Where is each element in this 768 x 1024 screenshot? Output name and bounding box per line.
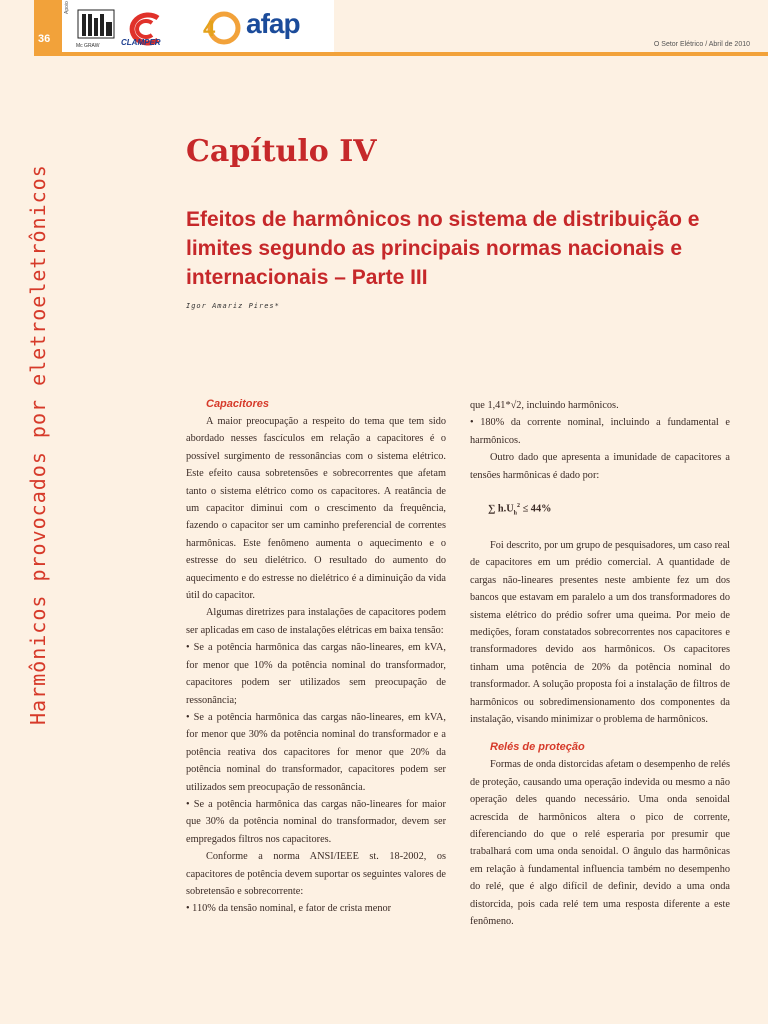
paragraph-continuation: que 1,41*√2, incluindo harmônicos. bbox=[470, 400, 619, 411]
mcgraw-logo bbox=[76, 8, 116, 46]
afap-logo: afap bbox=[246, 8, 300, 39]
left-column bbox=[186, 395, 446, 918]
forty-years-emblem bbox=[200, 6, 244, 50]
page-header bbox=[0, 0, 768, 55]
bullet-item: • Se a potência harmônica das cargas não-lineares for maior que 30% da potência nominal do transformador, devem ser empregados filtros nos capacitores. bbox=[186, 798, 446, 845]
paragraph: A maior preocupação a respeito do tema que tem sido abordado nesses fascículos em relação a capacitores é o possível surgimento de ressonâncias com o sistema elétrico. Este efeito causa sobretensões e sobrecorrentes que afetam tanto o sistema elétrico como os capacitores. A reatância de um capacitor diminui com o crescimento da frequência, fazendo o capacitor ser um caminho preferencial de correntes harmônicas. Este fenômeno aumenta o aquecimento e o estresse do seu dielétrico. O resultado do aumento do aquecimento e do estresse no dielétrico é a diminuição da vida útil do capacitor. bbox=[186, 416, 446, 602]
paragraph: Formas de onda distorcidas afetam o desempenho de relés de proteção, causando uma operação indevida ou mesmo a não operação deles quando necessário. Uma onda senoidal acrescida de harmônicos altera o pico de corrente, diferenciando do que o relé esperaria por presumir que trabalhará com uma onda senoidal. O ângulo das harmônicas em relação à fundamental influencia também no desempenho do relé, que é algo difícil de definir, devido a uma onda distorcida, pois cada relé tem uma resposta diferente a este fenômeno. bbox=[470, 759, 730, 928]
bullet-item: • Se a potência harmônica das cargas não-lineares, em kVA, for menor que 10% da potência nominal do transformador, capacitores podem ser utilizados sem preocupação de ressonância; bbox=[186, 642, 446, 706]
formula-superscript: 2 bbox=[517, 503, 520, 510]
header-rule bbox=[34, 52, 768, 56]
formula-main: ∑ h.U bbox=[488, 503, 514, 515]
svg-text:4: 4 bbox=[203, 16, 216, 41]
paragraph: Outro dado que apresenta a imunidade de capacitores a tensões harmônicas é dado por: bbox=[470, 452, 730, 481]
series-title: Harmônicos provocados por eletroeletrônicos bbox=[26, 164, 50, 725]
right-column bbox=[470, 397, 730, 930]
apoio-label: Apoio bbox=[64, 1, 70, 14]
formula-limit: ≤ 44% bbox=[520, 503, 552, 515]
section-heading-capacitores: Capacitores bbox=[206, 398, 269, 410]
harmonic-formula bbox=[488, 498, 730, 523]
article-headline: Efeitos de harmônicos no sistema de distribuição e limites segundo as principais normas nacionais e internacionais – Parte III bbox=[186, 208, 700, 289]
paragraph: Foi descrito, por um grupo de pesquisadores, um caso real de capacitores em um prédio comercial. A quantidade de cargas não-lineares presentes neste ambiente fez um dos bancos que estavam em paralelo a um dos transformadores do sistema elétrico do prédio sofrer uma queima. Por meio de medições, foram constatados sobrecorrentes nos capacitores e transformadores devido aos harmônicos. Os capacitores tinham uma potência de 20% da potência nominal do transformador. A solução proposta foi a instalação de filtros de harmônicos ou sobredimensionamento dos componentes da instalação, visando minimizar o problema de harmônicos. bbox=[470, 539, 730, 725]
clamper-logo-text: CLAMPER bbox=[121, 38, 161, 47]
bullet-item: • Se a potência harmônica das cargas não-lineares, em kVA, for menor que 30% da potência nominal do transformador e a potência reativa dos capacitores for menor que 20% da potência nominal do transformador, capacitores podem ser utilizados sem preocupação de ressonância. bbox=[186, 711, 446, 793]
formula-subscript: h bbox=[513, 510, 517, 517]
author-byline: Igor Amariz Pires* bbox=[186, 302, 280, 310]
paragraph: Conforme a norma ANSI/IEEE st. 18-2002, os capacitores de potência devem suportar os seguintes valores de sobretensão e sobrecorrente: bbox=[186, 851, 446, 897]
bullet-item: • 110% da tensão nominal, e fator de crista menor bbox=[186, 903, 392, 915]
paragraph: Algumas diretrizes para instalações de capacitores podem ser aplicadas em caso de instalações elétricas em baixa tensão: bbox=[186, 607, 446, 636]
page-number: 36 bbox=[38, 33, 51, 45]
section-heading-reles: Relés de proteção bbox=[490, 741, 585, 754]
issue-info: O Setor Elétrico / Abril de 2010 bbox=[653, 41, 750, 48]
bullet-item: • 180% da corrente nominal, incluindo a fundamental e harmônicos. bbox=[470, 417, 730, 446]
mcgraw-logo-text: Mc GRAW bbox=[76, 43, 100, 49]
chapter-title: Capítulo IV bbox=[186, 134, 377, 169]
